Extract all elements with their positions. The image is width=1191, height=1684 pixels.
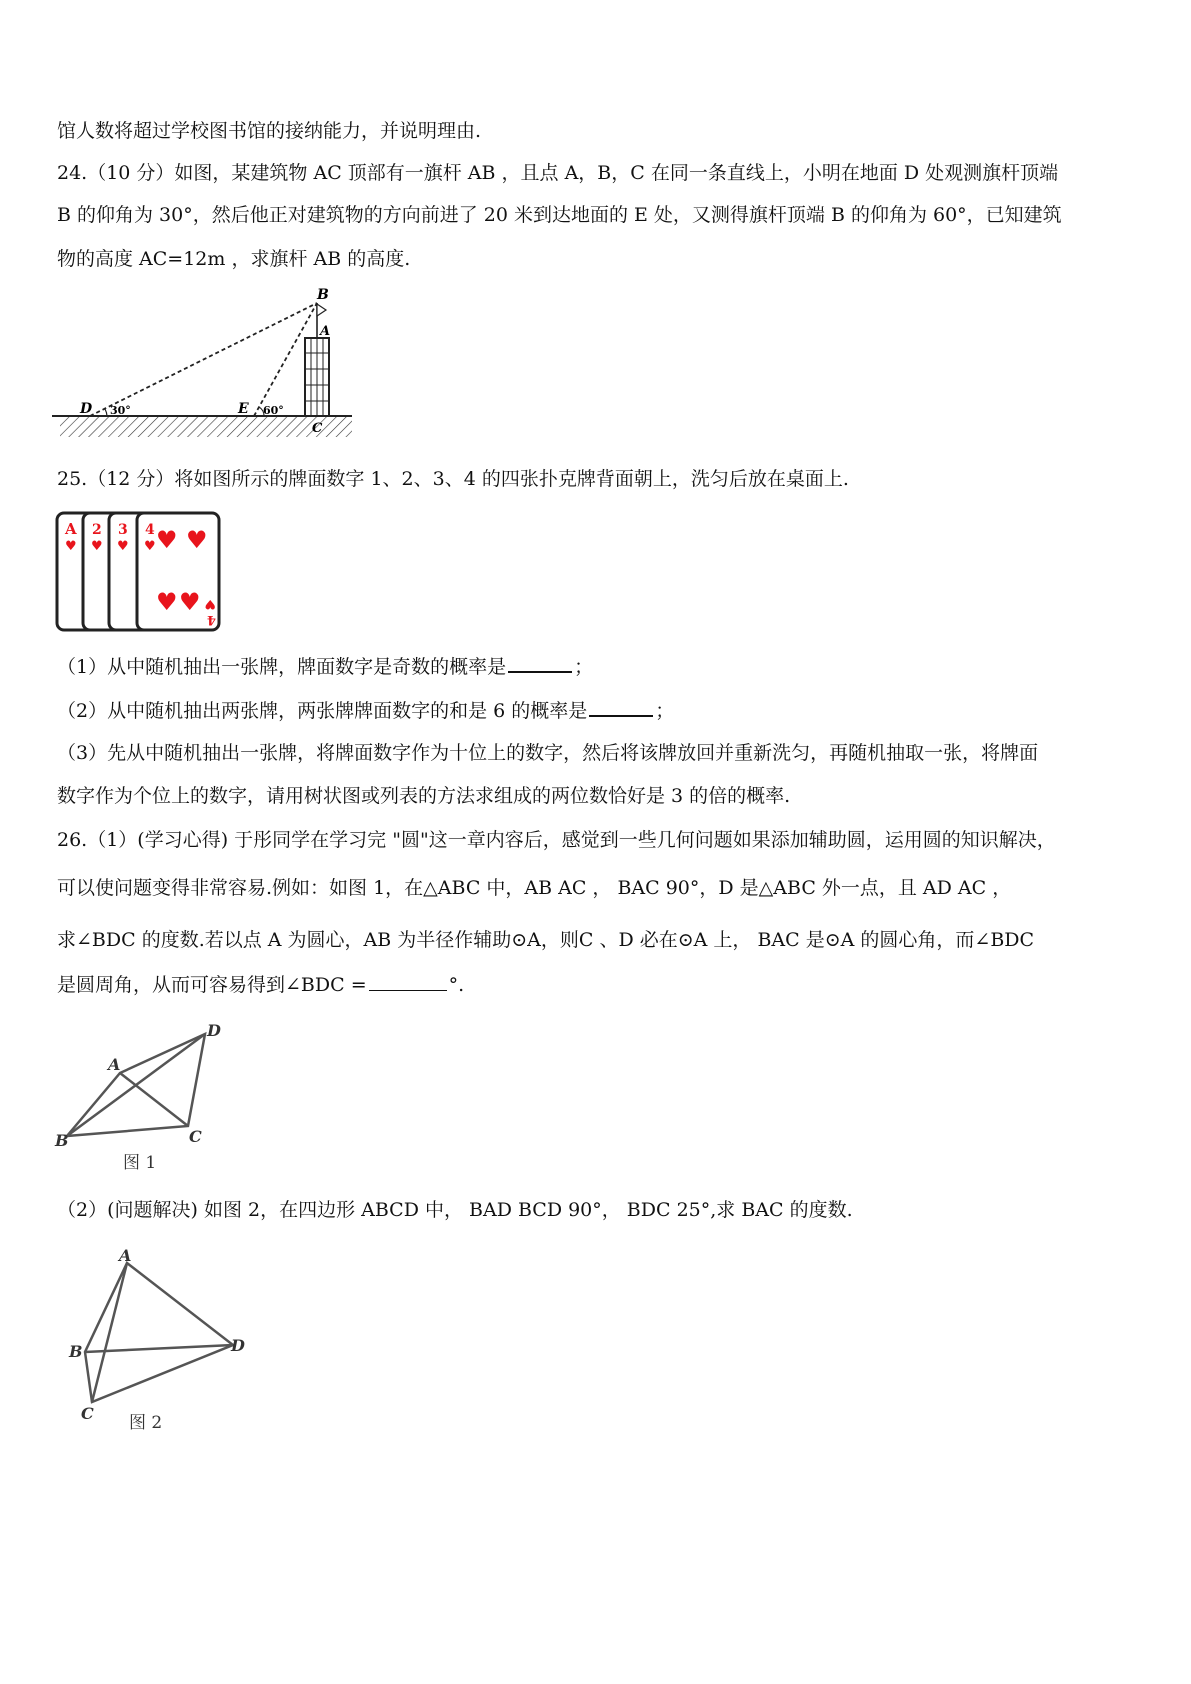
building-flagpole-figure — [52, 285, 357, 440]
line-4-text: 是圆周角，从而可容易得到∠BDC = — [57, 974, 367, 996]
label-a: A — [119, 1246, 132, 1265]
heart-icon: ♥ — [91, 539, 103, 554]
text-line: 馆人数将超过学校图书馆的接纳能力，并说明理由. — [57, 120, 482, 142]
card-rank: 4 — [145, 522, 155, 538]
heart-icon: ♥ — [117, 539, 129, 554]
label-c: C — [312, 421, 323, 436]
ground-hatch — [60, 417, 352, 437]
card-rank: 3 — [118, 522, 128, 538]
label-b: B — [55, 1131, 69, 1150]
segment-ac — [92, 1263, 127, 1402]
heart-icon: ♥ — [186, 526, 208, 554]
angle-60-label: 60° — [263, 404, 284, 417]
question-24-line-1: 24.（10 分）如图，某建筑物 AC 顶部有一旗杆 AB ，且点 A，B，C 在同一条直线上，小明在地面 D 处观测旗杆顶端 — [57, 162, 1059, 184]
question-26-line-2: 可以使问题变得非常容易.例如：如图 1，在△ABC 中，AB AC ， BAC 90°，D 是△ABC 外一点，且 AD AC ， — [57, 877, 1012, 899]
answer-blank — [369, 972, 447, 991]
flag — [317, 304, 326, 316]
label-d: D — [231, 1336, 245, 1355]
label-c: C — [81, 1404, 94, 1423]
question-26-part-2: （2）(问题解决) 如图 2，在四边形 ABCD 中， BAD BCD 90°， BDC 25°,求 BAC 的度数. — [57, 1199, 853, 1221]
answer-blank — [508, 653, 572, 673]
quadrilateral-abcd — [85, 1263, 233, 1402]
figure-1 — [55, 1020, 235, 1175]
label-c: C — [189, 1127, 202, 1146]
angle-30-label: 30° — [110, 404, 131, 417]
playing-cards-figure — [55, 510, 225, 635]
label-d: D — [207, 1021, 221, 1040]
question-25-part-3-line-2: 数字作为个位上的数字，请用树状图或列表的方法求组成的两位数恰好是 3 的倍的概率. — [57, 785, 791, 807]
label-d: D — [80, 401, 93, 417]
card-rank: 2 — [92, 522, 102, 538]
question-24-line-2: B 的仰角为 30°，然后他正对建筑物的方向前进了 20 米到达地面的 E 处，又测得旗杆顶端 B 的仰角为 60°，已知建筑 — [57, 204, 1062, 226]
part-2-end: ； — [655, 700, 675, 722]
heart-icon: ♥ — [204, 596, 216, 611]
heart-icon: ♥ — [179, 588, 201, 616]
part-1-end: ； — [574, 656, 594, 678]
segment-bd — [67, 1034, 205, 1136]
heart-icon: ♥ — [156, 588, 178, 616]
figure-2-caption: 图 2 — [129, 1413, 163, 1433]
figure-1-caption: 图 1 — [123, 1153, 157, 1173]
label-e: E — [238, 401, 249, 417]
label-a: A — [320, 324, 331, 339]
question-24-line-3: 物的高度 AC=12m ，求旗杆 AB 的高度. — [57, 248, 411, 270]
label-a: A — [108, 1055, 121, 1074]
question-25-part-2 — [57, 697, 674, 723]
line-4-end: °. — [448, 974, 465, 996]
question-25-intro: 25.（12 分）将如图所示的牌面数字 1、2、3、4 的四张扑克牌背面朝上，洗匀后放在桌面上. — [57, 468, 849, 490]
heart-icon: ♥ — [144, 539, 156, 554]
question-26-line-1: 26.（1）(学习心得) 于彤同学在学习完 "圆"这一章内容后，感觉到一些几何问题如果添加辅助圆，运用圆的知识解决， — [57, 829, 1056, 851]
heart-icon: ♥ — [65, 539, 77, 554]
card-rank: A — [65, 520, 77, 538]
card-rank: 4 — [206, 612, 216, 627]
question-25-part-3-line-1: （3）先从中随机抽出一张牌，将牌面数字作为十位上的数字，然后将该牌放回并重新洗匀，再随机抽取一张，将牌面 — [57, 742, 1039, 764]
label-b: B — [69, 1342, 83, 1361]
segment-ac — [120, 1073, 188, 1126]
question-26-line-4 — [57, 972, 464, 997]
sight-line-d — [90, 303, 317, 416]
figure-2 — [55, 1245, 255, 1440]
card-4 — [137, 513, 219, 630]
answer-blank — [589, 697, 653, 717]
part-1-text: （1）从中随机抽出一张牌，牌面数字是奇数的概率是 — [57, 656, 507, 678]
label-b: B — [317, 287, 329, 303]
heart-icon: ♥ — [156, 526, 178, 554]
part-2-text: （2）从中随机抽出两张牌，两张牌牌面数字的和是 6 的概率是 — [57, 700, 588, 722]
question-25-part-1 — [57, 653, 593, 679]
question-26-line-3: 求∠BDC 的度数.若以点 A 为圆心，AB 为半径作辅助⊙A，则C 、D 必在⊙A 上， BAC 是⊙A 的圆心角，而∠BDC — [57, 929, 1035, 951]
